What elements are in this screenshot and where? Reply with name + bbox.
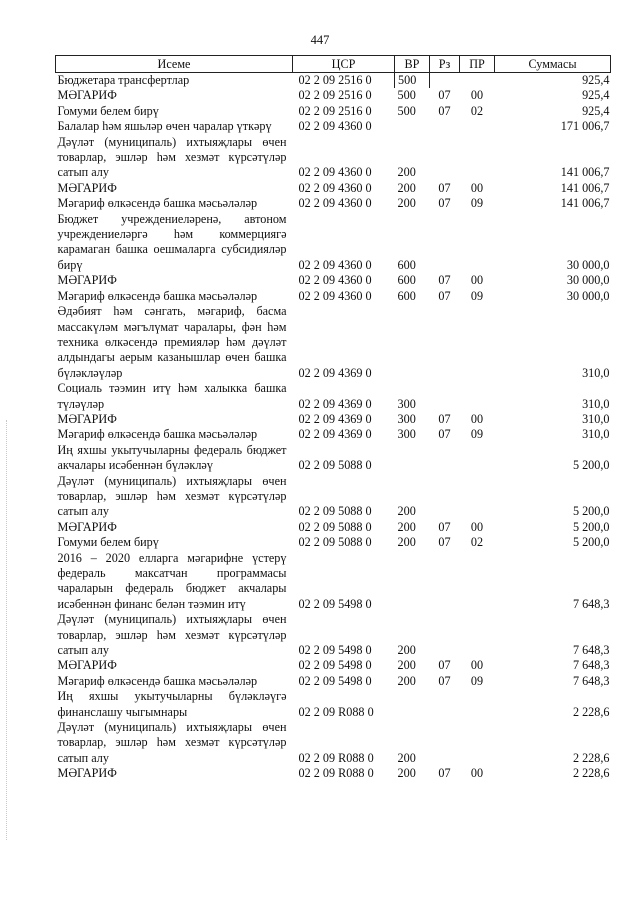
cell-sum: 30 000,0 xyxy=(566,288,610,303)
cell-vr: 200 xyxy=(397,766,416,781)
cell-csr: 02 2 09 4369 0 xyxy=(298,365,372,380)
cell-csr: 02 2 09 5498 0 xyxy=(298,643,372,658)
cell-sum: 925,4 xyxy=(582,88,610,103)
cell-pr: 09 xyxy=(470,427,484,442)
cell-vr: 600 xyxy=(397,288,416,303)
table-row xyxy=(56,73,611,89)
cell-name: Мәгариф өлкәсендә башка мәсьәләләр xyxy=(57,196,258,211)
cell-vr: 300 xyxy=(397,427,416,442)
cell-name: Дәүләт (муниципаль) ихтыяҗлары өчен товарлар, эшләр һәм хезмәт күрсәтүләр сатып алу xyxy=(57,720,287,765)
table-row xyxy=(56,412,611,427)
cell-sum: 310,0 xyxy=(582,411,610,426)
cell-name: Социаль тәэмин итү һәм халыкка башка түләүләр xyxy=(57,381,287,411)
cell-name: Бюджет учреждениеләренә, автоном учреждениеләргә һәм коммерциягә карамаган башка оешмаларга субсидияләр бирү xyxy=(57,211,287,272)
cell-csr: 02 2 09 5088 0 xyxy=(298,504,372,519)
cell-vr: 200 xyxy=(397,750,416,765)
table-row xyxy=(56,535,611,550)
cell-vr xyxy=(395,443,430,474)
cell-name: Мәгариф өлкәсендә башка мәсьәләләр xyxy=(57,427,258,442)
cell-pr xyxy=(460,119,495,134)
cell-pr xyxy=(460,720,495,766)
cell-sum: 310,0 xyxy=(582,427,610,442)
cell-csr: 02 2 09 4360 0 xyxy=(298,165,372,180)
cell-sum: 2 228,6 xyxy=(572,766,610,781)
cell-csr: 02 2 09 2516 0 xyxy=(298,73,372,87)
table-row xyxy=(56,443,611,474)
budget-table xyxy=(55,55,611,782)
cell-pr: 00 xyxy=(470,273,484,288)
table-row xyxy=(56,381,611,412)
cell-name: МӘГАРИФ xyxy=(57,519,117,534)
cell-rz: 07 xyxy=(438,88,451,103)
cell-rz xyxy=(430,212,460,274)
cell-rz: 07 xyxy=(438,427,451,442)
cell-name: МӘГАРИФ xyxy=(57,411,117,426)
table-header xyxy=(56,56,611,73)
header-csr: ЦСР xyxy=(293,56,395,73)
header-vr: ВР xyxy=(395,56,430,73)
cell-vr: 500 xyxy=(395,73,430,89)
cell-csr: 02 2 09 R088 0 xyxy=(298,766,374,781)
table-row xyxy=(56,474,611,520)
cell-csr: 02 2 09 4360 0 xyxy=(298,288,372,303)
cell-pr: 00 xyxy=(470,180,484,195)
cell-name: Балалар һәм яшьләр өчен чаралар үткәрү xyxy=(57,119,272,134)
cell-pr: 00 xyxy=(470,766,484,781)
cell-sum: 30 000,0 xyxy=(566,257,610,272)
cell-vr: 200 xyxy=(397,673,416,688)
cell-name: Дәүләт (муниципаль) ихтыяҗлары өчен товарлар, эшләр һәм хезмәт күрсәтүләр сатып алу xyxy=(57,473,287,519)
cell-rz: 07 xyxy=(438,288,451,303)
scan-edge-marks xyxy=(6,420,8,840)
cell-sum: 7 648,3 xyxy=(572,596,610,611)
cell-csr: 02 2 09 4360 0 xyxy=(298,257,372,272)
cell-csr: 02 2 09 2516 0 xyxy=(298,103,372,118)
header-sum: Суммасы xyxy=(495,56,611,73)
cell-name: Дәүләт (муниципаль) ихтыяҗлары өчен товарлар, эшләр һәм хезмәт күрсәтүләр сатып алу xyxy=(57,134,287,180)
cell-vr: 200 xyxy=(397,643,416,658)
cell-rz: 07 xyxy=(438,673,451,688)
cell-vr: 200 xyxy=(397,196,416,211)
table-row xyxy=(56,273,611,288)
table-row xyxy=(56,135,611,181)
table-body xyxy=(56,73,611,782)
cell-sum: 7 648,3 xyxy=(572,673,610,688)
cell-name: Гомуми белем бирү xyxy=(57,535,159,550)
cell-csr: 02 2 09 2516 0 xyxy=(298,88,372,103)
cell-sum: 2 228,6 xyxy=(572,750,610,765)
cell-rz: 07 xyxy=(438,196,451,211)
cell-rz: 07 xyxy=(438,180,451,195)
table-row xyxy=(56,88,611,103)
cell-pr xyxy=(460,612,495,658)
cell-rz xyxy=(430,689,460,720)
cell-name: МӘГАРИФ xyxy=(57,180,117,195)
cell-rz xyxy=(430,304,460,381)
table-row xyxy=(56,104,611,119)
cell-vr xyxy=(395,551,430,613)
table-row xyxy=(56,689,611,720)
cell-csr: 02 2 09 5498 0 xyxy=(298,673,372,688)
cell-sum: 141 006,7 xyxy=(560,196,610,211)
cell-sum: 30 000,0 xyxy=(566,273,610,288)
cell-name: Иң яхшы укытучыларны федераль бюджет акчалары исәбеннән бүләкләү xyxy=(57,442,287,473)
cell-pr xyxy=(460,304,495,381)
table-row xyxy=(56,658,611,673)
cell-sum: 141 006,7 xyxy=(560,180,610,195)
cell-csr: 02 2 09 5088 0 xyxy=(298,458,372,473)
cell-vr: 500 xyxy=(397,88,416,103)
header-rz: Рз xyxy=(430,56,460,73)
cell-vr: 200 xyxy=(397,658,416,673)
cell-name: Бюджетара трансфертлар xyxy=(57,73,190,87)
table-row xyxy=(56,181,611,196)
cell-rz xyxy=(430,119,460,134)
cell-name: Әдәбият һәм сәнгать, мәгариф, басма массакүләм мәгълүмат чаралары, фән һәм техника өлкәсендә премияләр һәм дәүләт алдындагы аерым казанышлар өчен башка бүләкләүләр xyxy=(57,304,287,380)
cell-sum: 171 006,7 xyxy=(560,119,610,134)
cell-rz: 07 xyxy=(438,519,451,534)
cell-sum: 310,0 xyxy=(582,365,610,380)
cell-sum: 925,4 xyxy=(582,103,610,118)
cell-rz xyxy=(430,474,460,520)
table-row xyxy=(56,551,611,613)
cell-vr: 200 xyxy=(397,535,416,550)
cell-pr xyxy=(460,689,495,720)
table-row xyxy=(56,674,611,689)
cell-name: Гомуми белем бирү xyxy=(57,103,159,118)
cell-csr: 02 2 09 4360 0 xyxy=(298,273,372,288)
table-row xyxy=(56,304,611,381)
cell-csr: 02 2 09 4360 0 xyxy=(298,196,372,211)
cell-name: Мәгариф өлкәсендә башка мәсьәләләр xyxy=(57,288,258,303)
cell-csr: 02 2 09 4369 0 xyxy=(298,427,372,442)
cell-sum: 5 200,0 xyxy=(572,504,610,519)
cell-vr xyxy=(395,304,430,381)
cell-sum: 310,0 xyxy=(582,396,610,411)
cell-csr: 02 2 09 4369 0 xyxy=(298,396,372,411)
cell-csr: 02 2 09 R088 0 xyxy=(298,750,374,765)
cell-sum: 5 200,0 xyxy=(572,519,610,534)
cell-vr: 200 xyxy=(397,180,416,195)
cell-vr: 500 xyxy=(397,103,416,118)
cell-csr: 02 2 09 4360 0 xyxy=(298,119,372,134)
cell-sum: 925,4 xyxy=(582,73,610,87)
header-name: Исеме xyxy=(56,56,293,73)
table-row xyxy=(56,119,611,134)
cell-csr: 02 2 09 R088 0 xyxy=(298,704,374,719)
header-pr: ПР xyxy=(460,56,495,73)
cell-vr: 200 xyxy=(397,519,416,534)
cell-rz xyxy=(430,73,460,89)
cell-csr: 02 2 09 5088 0 xyxy=(298,535,372,550)
table-row xyxy=(56,427,611,442)
cell-name: Мәгариф өлкәсендә башка мәсьәләләр xyxy=(57,673,258,688)
cell-csr: 02 2 09 4369 0 xyxy=(298,411,372,426)
cell-name: МӘГАРИФ xyxy=(57,273,117,288)
cell-rz xyxy=(430,443,460,474)
cell-pr: 00 xyxy=(470,658,484,673)
cell-pr: 09 xyxy=(470,288,484,303)
cell-vr xyxy=(395,689,430,720)
cell-vr: 600 xyxy=(397,273,416,288)
cell-name: Иң яхшы укытучыларны бүләкләүгә финанслашу чыгымнары xyxy=(57,689,287,719)
cell-pr xyxy=(460,212,495,274)
cell-pr xyxy=(460,551,495,613)
cell-vr xyxy=(395,119,430,134)
cell-pr: 09 xyxy=(470,196,484,211)
cell-vr: 200 xyxy=(397,504,416,519)
cell-rz xyxy=(430,612,460,658)
cell-csr: 02 2 09 5498 0 xyxy=(298,658,372,673)
cell-rz xyxy=(430,720,460,766)
cell-name: МӘГАРИФ xyxy=(57,766,117,781)
cell-vr: 300 xyxy=(397,396,416,411)
cell-pr: 00 xyxy=(470,88,484,103)
cell-rz: 07 xyxy=(438,411,451,426)
cell-rz: 07 xyxy=(438,535,451,550)
cell-csr: 02 2 09 5498 0 xyxy=(298,596,372,611)
cell-rz xyxy=(430,135,460,181)
cell-sum: 5 200,0 xyxy=(572,458,610,473)
cell-name: 2016 – 2020 елларга мәгарифне үстерү федераль максатчан программасы чараларын федераль бюджет акчалары исәбеннән финанс белән тәэмин итү xyxy=(57,550,287,611)
cell-rz: 07 xyxy=(438,658,451,673)
table-row xyxy=(56,612,611,658)
cell-pr xyxy=(460,474,495,520)
table-row xyxy=(56,289,611,304)
cell-pr xyxy=(460,135,495,181)
cell-sum: 7 648,3 xyxy=(572,658,610,673)
cell-sum: 7 648,3 xyxy=(572,643,610,658)
cell-rz xyxy=(430,381,460,412)
cell-rz: 07 xyxy=(438,766,451,781)
cell-pr xyxy=(460,381,495,412)
cell-sum: 5 200,0 xyxy=(572,535,610,550)
cell-csr: 02 2 09 4360 0 xyxy=(298,180,372,195)
cell-sum: 2 228,6 xyxy=(572,704,610,719)
table-row xyxy=(56,196,611,211)
cell-sum: 141 006,7 xyxy=(560,165,610,180)
cell-pr: 00 xyxy=(470,519,484,534)
cell-name: МӘГАРИФ xyxy=(57,658,117,673)
cell-pr: 02 xyxy=(470,103,484,118)
cell-vr: 600 xyxy=(397,257,416,272)
page-number: 447 xyxy=(310,33,330,47)
table-row xyxy=(56,212,611,274)
cell-vr: 300 xyxy=(397,411,416,426)
cell-name: Дәүләт (муниципаль) ихтыяҗлары өчен товарлар, эшләр һәм хезмәт күрсәтүләр сатып алу xyxy=(57,612,287,658)
table-row xyxy=(56,766,611,781)
cell-rz xyxy=(430,551,460,613)
cell-rz: 07 xyxy=(438,103,451,118)
cell-rz: 07 xyxy=(438,273,451,288)
table-row xyxy=(56,520,611,535)
cell-pr: 02 xyxy=(470,535,484,550)
cell-vr: 200 xyxy=(397,165,416,180)
cell-pr xyxy=(460,73,495,89)
cell-pr xyxy=(460,443,495,474)
cell-pr: 00 xyxy=(470,411,484,426)
cell-name: МӘГАРИФ xyxy=(57,88,117,103)
table-row xyxy=(56,720,611,766)
cell-pr: 09 xyxy=(470,673,484,688)
cell-csr: 02 2 09 5088 0 xyxy=(298,519,372,534)
